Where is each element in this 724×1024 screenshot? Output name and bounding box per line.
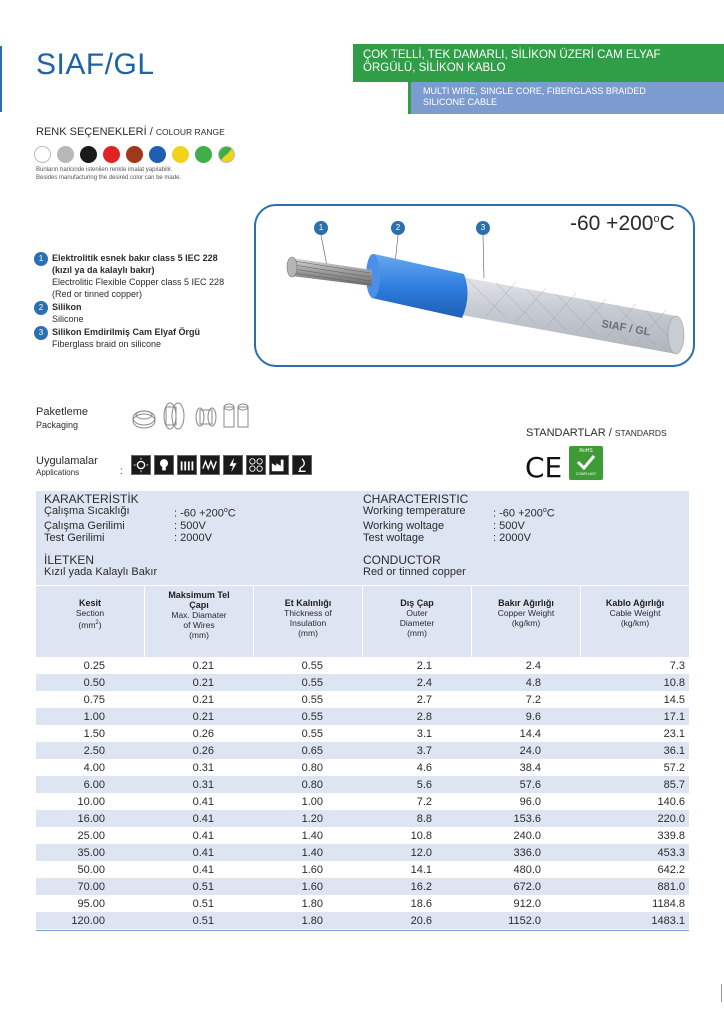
col-header-unit-close: ) — [98, 619, 102, 630]
table-cell: 2.7 — [361, 691, 470, 708]
col-header-en: Copper Weight — [497, 608, 555, 618]
swatch-grey — [57, 146, 74, 163]
table-row — [36, 793, 689, 810]
page-edge-mark — [721, 984, 722, 1002]
col-header-cable-weight — [581, 586, 689, 657]
table-cell: 153.6 — [470, 810, 579, 827]
heater-icon — [177, 455, 197, 475]
legend-3-en: Fiberglass braid on silicone — [52, 339, 162, 349]
table-cell: 17.1 — [579, 708, 689, 725]
table-cell: 0.51 — [143, 895, 252, 912]
char-row-en-temp — [363, 505, 555, 520]
table-cell: 9.6 — [470, 708, 579, 725]
table-cell: 0.21 — [143, 708, 252, 725]
cable-print-text: SIAF / GL — [600, 318, 652, 339]
table-cell: 0.80 — [252, 776, 361, 793]
drum-icon — [164, 403, 184, 429]
legend-1-en2: (Red or tinned copper) — [52, 289, 143, 299]
table-cell: 85.7 — [579, 776, 689, 793]
table-row — [36, 895, 689, 912]
table-cell: 35.00 — [36, 844, 143, 861]
reel-icon — [224, 404, 248, 427]
legend-1-tr2: (kızıl ya da kalaylı bakır) — [52, 265, 155, 275]
col-header-tr: Dış Çap — [400, 598, 434, 608]
table-cell: 1.60 — [252, 878, 361, 895]
char-value: : 500V — [493, 519, 525, 532]
legend-marker-1: 1 — [34, 252, 48, 266]
standards-title-en: STANDARDS — [614, 428, 667, 438]
table-cell: 25.00 — [36, 827, 143, 844]
swatch-blue — [149, 146, 166, 163]
spec-table-body — [36, 657, 689, 929]
table-cell: 70.00 — [36, 878, 143, 895]
spec-table — [36, 657, 689, 929]
silicone-insulation — [372, 254, 468, 318]
characteristics-en — [363, 493, 555, 578]
char-value: : 2000V — [493, 531, 531, 544]
legend-2-en: Silicone — [52, 314, 84, 324]
col-header-wire-diameter — [145, 586, 254, 657]
col-header-unit: (kg/km) — [511, 618, 541, 628]
char-row-en-voltage — [363, 520, 555, 532]
colour-note-en: Besides manufacturing the desired color can be made. — [36, 175, 182, 181]
swatch-white — [34, 146, 51, 163]
table-cell: 881.0 — [579, 878, 689, 895]
table-cell: 0.41 — [143, 844, 252, 861]
col-header-section — [36, 586, 145, 657]
table-cell: 0.31 — [143, 776, 252, 793]
swatch-black — [80, 146, 97, 163]
colour-range-title-en: COLOUR RANGE — [155, 127, 225, 137]
table-cell: 0.65 — [252, 742, 361, 759]
applications-colon: : — [120, 466, 123, 477]
table-cell: 0.21 — [143, 691, 252, 708]
banner-en-line1: MULTI WIRE, SINGLE CORE, FIBERGLASS BRAIDED — [423, 86, 646, 96]
table-cell: 2.4 — [361, 674, 470, 691]
colour-swatches — [34, 146, 235, 163]
temperature-value: -60 +200 — [570, 212, 654, 235]
char-key: Çalışma Gerilimi — [44, 519, 125, 532]
table-cell: 0.50 — [36, 674, 143, 691]
table-cell: 120.00 — [36, 912, 143, 929]
marker-2: 2 — [391, 221, 405, 235]
heating-element-icon — [200, 455, 220, 475]
spec-table-header — [36, 585, 689, 657]
char-key: Working woltage — [363, 519, 445, 532]
packaging-label-tr: Paketleme — [36, 406, 88, 418]
table-cell: 10.8 — [361, 827, 470, 844]
coil-icon — [133, 411, 155, 428]
cable-drawing — [256, 206, 693, 365]
table-cell: 0.80 — [252, 759, 361, 776]
table-cell: 0.55 — [252, 657, 361, 674]
col-header-outer-diameter — [363, 586, 472, 657]
col-header-en: Max. Diamater — [171, 610, 227, 620]
conductor-end — [287, 257, 297, 277]
legend-1-en: Electrolitic Flexible Copper class 5 IEC 228 — [52, 277, 225, 287]
swatch-green — [195, 146, 212, 163]
table-cell: 3.7 — [361, 742, 470, 759]
table-cell: 220.0 — [579, 810, 689, 827]
table-cell: 96.0 — [470, 793, 579, 810]
table-cell: 36.1 — [579, 742, 689, 759]
table-cell: 7.2 — [361, 793, 470, 810]
col-header-unit: (mm) — [298, 628, 318, 638]
table-cell: 1.00 — [252, 793, 361, 810]
fiberglass-braid — [456, 276, 682, 354]
char-unit: C — [227, 507, 236, 520]
char-row-tr-test — [44, 532, 236, 544]
table-cell: 0.75 — [36, 691, 143, 708]
swatch-yellow-green — [218, 146, 235, 163]
table-cell: 0.25 — [36, 657, 143, 674]
table-cell: 0.55 — [252, 674, 361, 691]
col-header-en: Cable Weight — [609, 608, 661, 618]
char-value: : -60 +200 — [493, 507, 543, 520]
table-cell: 912.0 — [470, 895, 579, 912]
table-cell: 18.6 — [361, 895, 470, 912]
industrial-plant-icon — [269, 455, 289, 475]
furnace-icon — [292, 455, 312, 475]
table-cell: 336.0 — [470, 844, 579, 861]
table-cell: 7.3 — [579, 657, 689, 674]
char-degree: o — [542, 507, 547, 514]
title-banner-en — [411, 82, 724, 114]
col-header-tr: Kesit — [78, 598, 101, 608]
table-cell: 0.51 — [143, 878, 252, 895]
col-header-en2: Diameter — [399, 618, 435, 628]
table-cell: 4.6 — [361, 759, 470, 776]
col-header-en: Thickness of — [284, 608, 332, 618]
conductor-text-en: Red or tinned copper — [363, 565, 466, 578]
electrical-panel-icon — [223, 455, 243, 475]
char-row-en-test — [363, 532, 555, 544]
char-row-tr-temp — [44, 505, 236, 520]
col-header-tr: Et Kalınlığı — [284, 598, 332, 608]
char-value: : -60 +200 — [174, 507, 224, 520]
colour-range-title — [36, 126, 225, 138]
packaging-icons — [130, 399, 260, 433]
table-cell: 0.41 — [143, 810, 252, 827]
swatch-yellow — [172, 146, 189, 163]
col-header-sup: 2 — [95, 620, 99, 626]
standards-title — [526, 427, 667, 439]
char-degree: o — [223, 507, 228, 514]
characteristics-title-en: CHARACTERISTIC — [363, 492, 469, 506]
conductor-text-tr: Kızıl yada Kalaylı Bakır — [44, 565, 158, 578]
table-row — [36, 708, 689, 725]
table-cell: 23.1 — [579, 725, 689, 742]
col-header-tr: Maksimum Tel Çapı — [168, 590, 230, 610]
rohs-sub-text: COMPLIANT — [575, 472, 597, 476]
table-cell: 1.20 — [252, 810, 361, 827]
table-cell: 1.40 — [252, 827, 361, 844]
appliance-icon — [246, 455, 266, 475]
left-accent-rule — [0, 46, 2, 112]
conductor-title-tr: İLETKEN — [44, 552, 95, 567]
table-cell: 5.6 — [361, 776, 470, 793]
table-cell: 1483.1 — [579, 912, 689, 929]
temperature-degree: o — [653, 213, 660, 225]
legend-item-silicone — [34, 301, 254, 325]
table-cell: 20.6 — [361, 912, 470, 929]
ce-mark-icon: CE — [525, 451, 563, 484]
packaging-label-en: Packaging — [36, 420, 79, 430]
table-cell: 0.21 — [143, 657, 252, 674]
table-cell: 4.8 — [470, 674, 579, 691]
table-cell: 57.6 — [470, 776, 579, 793]
table-cell: 6.00 — [36, 776, 143, 793]
table-cell: 2.4 — [470, 657, 579, 674]
spool-icon — [196, 408, 216, 426]
table-cell: 12.0 — [361, 844, 470, 861]
legend-2-tr: Silikon — [52, 302, 82, 312]
legend-3-tr: Silikon Emdirilmiş Cam Elyaf Örgü — [52, 327, 201, 337]
table-row — [36, 776, 689, 793]
table-cell: 642.2 — [579, 861, 689, 878]
table-cell: 10.00 — [36, 793, 143, 810]
characteristics-tr — [44, 493, 236, 578]
table-cell: 57.2 — [579, 759, 689, 776]
legend-marker-2: 2 — [34, 301, 48, 315]
legend-1-tr: Elektrolitik esnek bakır class 5 IEC 228 — [52, 253, 218, 263]
table-cell: 16.00 — [36, 810, 143, 827]
table-cell: 10.8 — [579, 674, 689, 691]
table-cell: 8.8 — [361, 810, 470, 827]
table-cell: 3.1 — [361, 725, 470, 742]
marker-1: 1 — [314, 221, 328, 235]
table-cell: 1.00 — [36, 708, 143, 725]
table-cell: 16.2 — [361, 878, 470, 895]
table-cell: 7.2 — [470, 691, 579, 708]
char-key: Working temperature — [363, 505, 466, 517]
copper-conductor — [292, 258, 372, 286]
col-header-copper-weight — [472, 586, 581, 657]
table-cell: 1.60 — [252, 861, 361, 878]
table-cell: 0.21 — [143, 674, 252, 691]
table-cell: 480.0 — [470, 861, 579, 878]
char-value: : 500V — [174, 519, 206, 532]
applications-label — [36, 455, 98, 479]
col-header-en: Outer — [406, 608, 428, 618]
standards-title-tr: STANDARTLAR / — [526, 427, 615, 439]
banner-tr-line1: ÇOK TELLİ, TEK DAMARLI, SİLİKON ÜZERİ CAM ELYAF — [363, 49, 661, 61]
banner-tr-line2: ÖRGÜLÜ, SİLİKON KABLO — [363, 62, 506, 74]
table-cell: 0.31 — [143, 759, 252, 776]
swatch-brown — [126, 146, 143, 163]
temperature-unit: C — [659, 212, 675, 235]
col-header-tr: Kablo Ağırlığı — [605, 598, 665, 608]
table-cell: 14.4 — [470, 725, 579, 742]
table-cell: 339.8 — [579, 827, 689, 844]
table-cell: 50.00 — [36, 861, 143, 878]
leader-line-3 — [483, 235, 484, 278]
col-header-en2: of Wires — [183, 620, 215, 630]
table-row — [36, 912, 689, 929]
legend-item-braid — [34, 326, 254, 350]
table-row — [36, 810, 689, 827]
swatch-red — [103, 146, 120, 163]
table-cell: 1184.8 — [579, 895, 689, 912]
applications-label-tr: Uygulamalar — [36, 455, 98, 467]
table-cell: 24.0 — [470, 742, 579, 759]
char-key: Test woltage — [363, 531, 425, 544]
char-key: Çalışma Sıcaklığı — [44, 505, 130, 517]
col-header-en2: Insulation — [289, 618, 327, 628]
table-row — [36, 725, 689, 742]
marker-3: 3 — [476, 221, 490, 235]
table-row — [36, 878, 689, 895]
col-header-unit: (kg/km) — [620, 618, 650, 628]
table-cell: 95.00 — [36, 895, 143, 912]
table-cell: 140.6 — [579, 793, 689, 810]
table-cell: 240.0 — [470, 827, 579, 844]
conductor-title-en: CONDUCTOR — [363, 552, 441, 567]
title-banner-tr — [353, 44, 724, 82]
char-row-tr-voltage — [44, 520, 236, 532]
legend-item-conductor — [34, 252, 254, 300]
table-cell: 2.8 — [361, 708, 470, 725]
table-cell: 0.55 — [252, 725, 361, 742]
char-value: : 2000V — [174, 531, 212, 544]
table-cell: 1.80 — [252, 912, 361, 929]
col-header-tr: Bakır Ağırlığı — [498, 598, 554, 608]
table-cell: 1.80 — [252, 895, 361, 912]
legend-marker-3: 3 — [34, 326, 48, 340]
col-header-insulation — [254, 586, 363, 657]
checkmark-icon — [576, 454, 596, 470]
char-unit: C — [546, 507, 555, 520]
table-cell: 0.41 — [143, 827, 252, 844]
table-cell: 38.4 — [470, 759, 579, 776]
banner-en-line2: SILICONE CABLE — [423, 97, 498, 107]
characteristics-panel — [36, 491, 689, 585]
table-row — [36, 657, 689, 674]
table-cell: 1.50 — [36, 725, 143, 742]
table-cell: 1152.0 — [470, 912, 579, 929]
col-header-unit: (mm) — [189, 630, 209, 640]
packaging-label — [36, 406, 88, 432]
product-title: SIAF/GL — [36, 48, 155, 81]
table-row — [36, 674, 689, 691]
application-icons — [131, 455, 312, 475]
table-cell: 453.3 — [579, 844, 689, 861]
table-row — [36, 861, 689, 878]
table-cell: 14.1 — [361, 861, 470, 878]
characteristics-title-tr: KARAKTERİSTİK — [44, 492, 139, 506]
colour-note — [36, 166, 181, 182]
table-cell: 0.41 — [143, 793, 252, 810]
colour-range-title-tr: RENK SEÇENEKLERİ / — [36, 126, 156, 138]
table-row — [36, 827, 689, 844]
col-header-unit: (mm — [78, 619, 96, 630]
braid-end — [668, 316, 684, 354]
table-bottom-rule — [36, 930, 689, 931]
table-cell: 1.40 — [252, 844, 361, 861]
table-row — [36, 691, 689, 708]
table-cell: 0.51 — [143, 912, 252, 929]
lamp-icon — [154, 455, 174, 475]
col-header-unit: (mm) — [407, 628, 427, 638]
table-cell: 4.00 — [36, 759, 143, 776]
table-cell: 0.26 — [143, 742, 252, 759]
table-row — [36, 844, 689, 861]
leader-line-1 — [321, 235, 327, 266]
table-cell: 0.55 — [252, 691, 361, 708]
table-cell: 2.1 — [361, 657, 470, 674]
table-cell: 2.50 — [36, 742, 143, 759]
applications-label-en: Applications — [36, 468, 80, 477]
table-cell: 672.0 — [470, 878, 579, 895]
col-header-en: Section — [75, 608, 105, 618]
construction-legend — [34, 252, 254, 351]
rohs-text: RoHS — [579, 448, 593, 454]
colour-note-tr: Bunların haricinde istenilen renkte imalat yapılabilir. — [36, 167, 173, 173]
rohs-badge-icon — [569, 446, 603, 480]
lighting-fixture-icon — [131, 455, 151, 475]
table-cell: 0.41 — [143, 861, 252, 878]
table-cell: 14.5 — [579, 691, 689, 708]
table-row — [36, 742, 689, 759]
table-cell: 0.26 — [143, 725, 252, 742]
char-key: Test Gerilimi — [44, 531, 105, 544]
table-row — [36, 759, 689, 776]
table-cell: 0.55 — [252, 708, 361, 725]
